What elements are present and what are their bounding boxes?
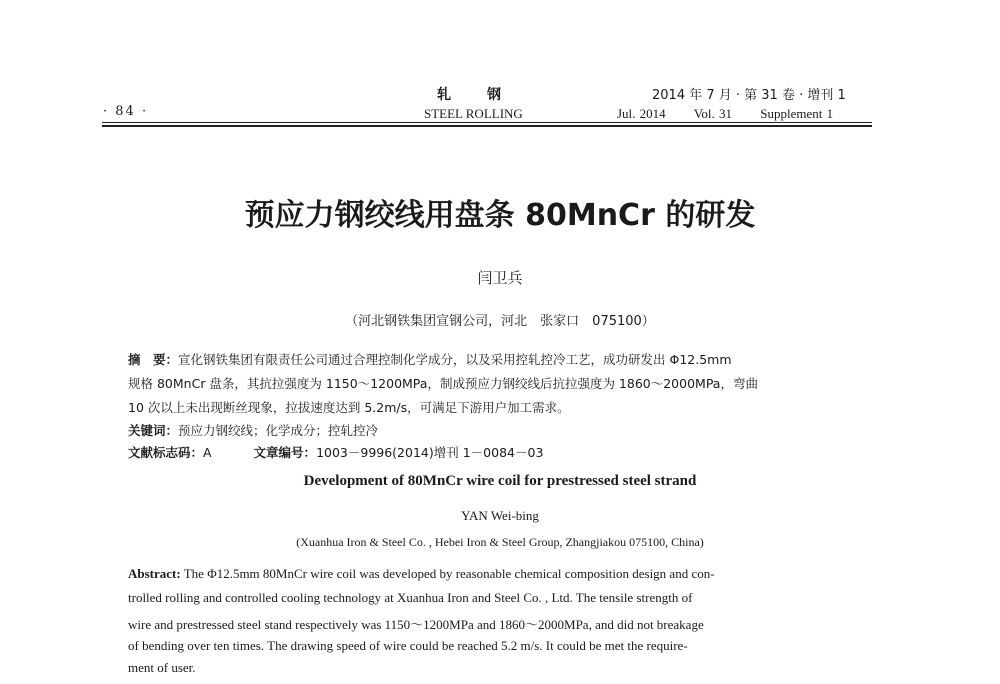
issue-info-en — [617, 106, 833, 122]
document-codes — [128, 443, 543, 461]
journal-name-cn: 轧钢 — [437, 87, 537, 103]
page-number: · 84 · — [103, 104, 149, 119]
abstract-cn-line-1 — [128, 350, 732, 368]
abstract-cn-line-3: 10 次以上未出现断丝现象，拉拔速度达到 5.2m/s，可满足下游用户加工需求。 — [128, 400, 570, 415]
keywords-cn-text: 预应力钢绞线；化学成分；控轧控冷 — [178, 423, 379, 438]
abstract-en-line-4: of bending over ten times. The drawing speed of wire could be reached 5.2 m/s. It could be met the require- — [128, 638, 688, 653]
keywords-cn-label: 关键词： — [128, 423, 179, 438]
issue-volume-en: Vol. 31 — [693, 106, 733, 121]
author-en: YAN Wei-bing — [461, 508, 539, 523]
issue-supplement-en: Supplement 1 — [760, 106, 834, 121]
article-number-label: 文章编号： — [253, 445, 317, 460]
keywords-cn — [128, 421, 378, 439]
abstract-en-line-1 — [128, 566, 715, 582]
abstract-en-line-2: trolled rolling and controlled cooling technology at Xuanhua Iron and Steel Co. , Ltd. The tensile strength of — [128, 590, 693, 605]
affiliation-cn: （河北钢铁集团宣钢公司，河北 张家口 075100） — [345, 314, 655, 329]
abstract-cn-text-1: 宣化钢铁集团有限责任公司通过合理控制化学成分，以及采用控轧控冷工艺，成功研发出 Φ12.5mm — [178, 352, 732, 367]
abstract-cn-line-2: 规格 80MnCr 盘条，其抗拉强度为 1150～1200MPa，制成预应力钢绞线后抗拉强度为 1860～2000MPa，弯曲 — [128, 376, 758, 391]
issue-date-en: Jul. 2014 — [617, 106, 666, 121]
abstract-en-line-5: ment of user. — [128, 660, 196, 675]
abstract-en-line-3: wire and prestressed steel stand respectively was 1150～1200MPa and 1860～2000MPa, and did not breakage — [128, 617, 704, 632]
issue-info-cn: 2014 年 7 月 · 第 31 卷 · 增刊 1 — [652, 88, 846, 103]
header-rule-thin — [102, 122, 872, 123]
abstract-en-text-1: The Φ12.5mm 80MnCr wire coil was developed by reasonable chemical composition design and con- — [183, 566, 715, 581]
abstract-cn-label: 摘 要： — [128, 352, 179, 367]
doc-code-value: A — [203, 445, 212, 460]
abstract-en-label: Abstract: — [128, 566, 181, 581]
doc-code-label: 文献标志码： — [128, 445, 204, 460]
author-cn: 闫卫兵 — [477, 269, 523, 287]
header-rule-thick — [102, 125, 872, 127]
journal-name-en: STEEL ROLLING — [424, 106, 523, 121]
affiliation-en: (Xuanhua Iron & Steel Co. , Hebei Iron & Steel Group, Zhangjiakou 075100, China) — [296, 535, 704, 549]
article-title-cn: 预应力钢绞线用盘条 80MnCr 的研发 — [244, 198, 756, 233]
article-number-value: 1003－9996(2014)增刊 1－0084－03 — [316, 445, 544, 460]
article-title-en: Development of 80MnCr wire coil for prestressed steel strand — [303, 473, 697, 489]
